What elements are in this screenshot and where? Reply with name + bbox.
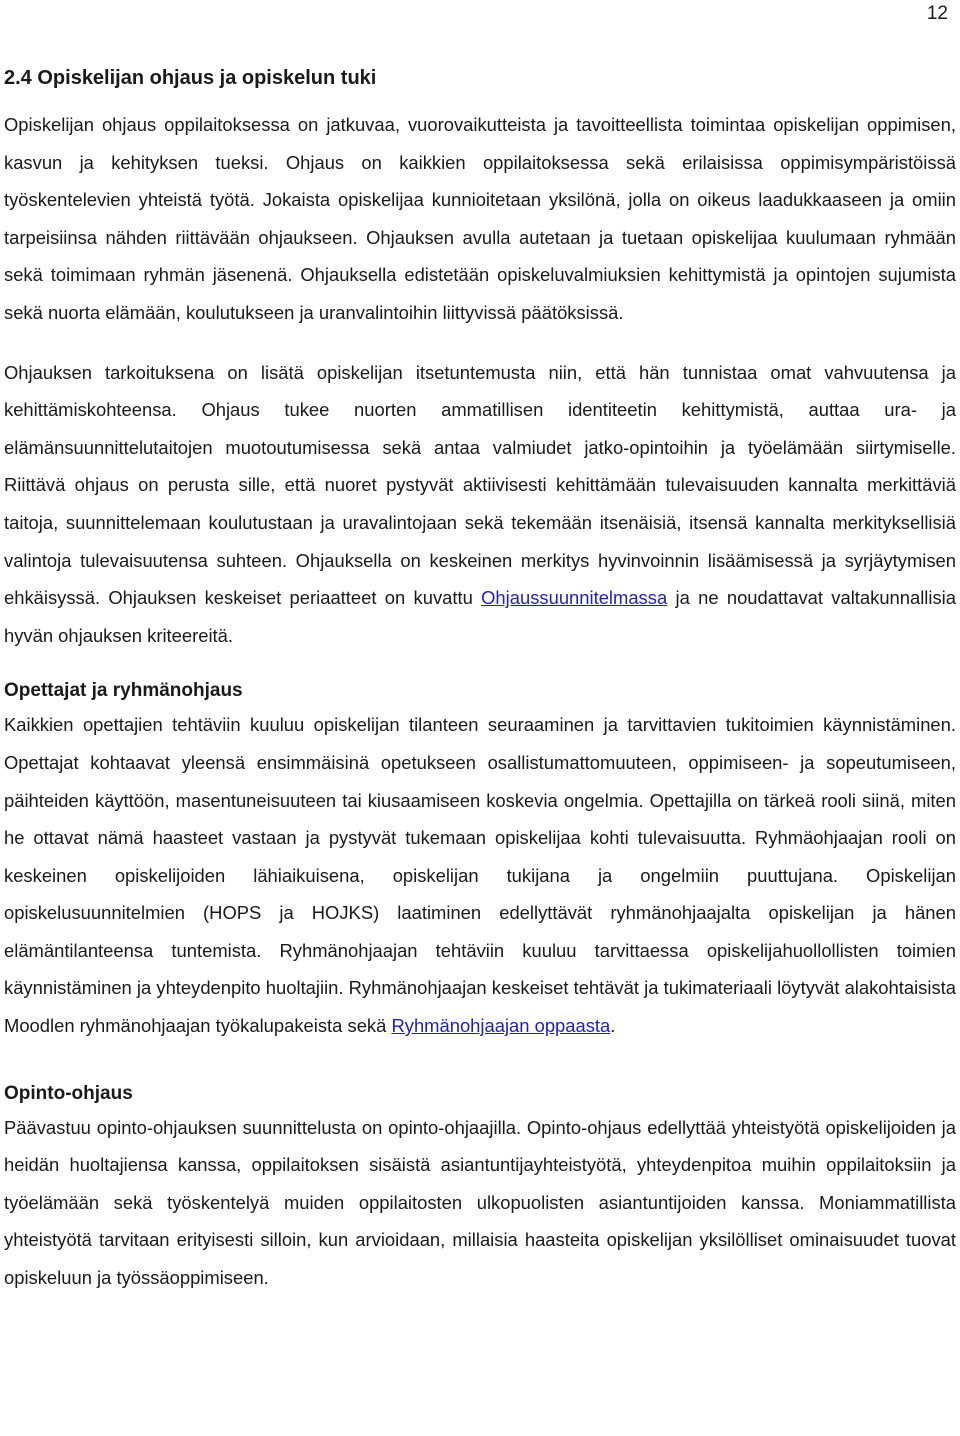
paragraph-teachers <box>4 706 956 1044</box>
paragraph-study-guidance: Päävastuu opinto-ohjauksen suunnittelusta on opinto-ohjaajilla. Opinto-ohjaus edellyttää yhteistyötä opiskelijoiden ja heidän huoltajiensa kanssa, oppilaitoksen sisäistä asiantuntijayhteistyötä, yhteydenpitoa muihin oppilaitoksiin ja työelämään sekä työskentelyä muiden oppilaitosten ulkopuolisten asiantuntijoiden kanssa. Moniammatillista yhteistyötä tarvitaan erityisesti silloin, kun arvioidaan, millaisia haasteita opiskelijan yksilölliset ominaisuudet tuovat opiskeluun ja työssäoppimiseen. <box>4 1116 956 1289</box>
ryhmanohjaajan-opas-link[interactable]: Ryhmänohjaajan oppaasta <box>391 1015 611 1037</box>
ohjaussuunnitelma-link[interactable]: Ohjaussuunnitelmassa <box>481 587 668 609</box>
page-number: 12 <box>926 3 948 24</box>
paragraph-text: Kaikkien opettajien tehtäviin kuuluu opiskelijan tilanteen seuraaminen ja tarvittavien tukitoimien käynnistäminen. Opettajat kohtaavat yleensä ensimmäisinä opetukseen osallistumattomuuteen, oppimiseen- ja sopeutumiseen, päihteiden käyttöön, masentuneisuuteen tai kiusaamiseen koskevia ongelmia. Opettajilla on tärkeä rooli siinä, miten he ottavat nämä haasteet vastaan ja pystyvät tukemaan opiskelijaa kohti tulevaisuutta. Ryhmäohjaajan rooli on keskeinen opiskelijoiden lähiaikuisena, opiskelijan tukijana ja ongelmiin puuttujana. Opiskelijan opiskelusuunnitelmien (HOPS ja HOJKS) laatiminen edellyttävät ryhmänohjaajalta opiskelijan ja hänen elämäntilanteensa tuntemista. Ryhmänohjaajan tehtäviin kuuluu tarvittaessa opiskelijahuollollisten toimien käynnistäminen ja yhteydenpito huoltajiin. Ryhmänohjaajan keskeiset tehtävät ja tukimateriaali löytyvät alakohtaisista Moodlen ryhmänohjaajan työkalupakeista sekä <box>4 714 956 1037</box>
paragraph-text: Ohjauksen tarkoituksena on lisätä opiskelijan itsetuntemusta niin, että hän tunnistaa omat vahvuutensa ja kehittämiskohteensa. Ohjaus tukee nuorten ammatillisen identiteetin kehittymistä, auttaa ura- ja elämänsuunnittelutaitojen muotoutumisessa sekä antaa valmiudet jatko-opintoihin ja työelämään siirtymiselle. Riittävä ohjaus on perusta sille, että nuoret pystyvät aktiivisesti kehittämään tulevaisuuden kannalta merkittäviä taitoja, suunnittelemaan koulutustaan ja uravalintojaan sekä tekemään itsenäisiä, itsensä kannalta merkityksellisiä valintoja tulevaisuutensa suhteen. Ohjauksella on keskeinen merkitys hyvinvoinnin lisäämisessä ja syrjäytymisen ehkäisyssä. Ohjauksen keskeiset periaatteet on kuvattu <box>4 361 956 609</box>
paragraph-text: . <box>610 1015 616 1037</box>
study-guidance-heading: Opinto-ohjaus <box>4 1082 133 1104</box>
section-title: 2.4 Opiskelijan ohjaus ja opiskelun tuki <box>4 67 377 89</box>
document-body <box>4 64 956 1297</box>
paragraph-guidance-intro: Opiskelijan ohjaus oppilaitoksessa on jatkuvaa, vuorovaikutteista ja tavoitteellista toimintaa opiskelijan oppimisen, kasvun ja kehityksen tueksi. Ohjaus on kaikkien oppilaitoksessa sekä erilaisissa oppimisympäristöissä työskentelevien yhteistä työtä. Jokaista opiskelijaa kunnioitetaan yksilönä, jolla on oikeus laadukkaaseen ja omiin tarpeisiinsa nähden riittävään ohjaukseen. Ohjauksen avulla autetaan ja tuetaan opiskelijaa kuulumaan ryhmään sekä toimimaan ryhmän jäsenenä. Ohjauksella edistetään opiskeluvalmiuksien kehittymistä ja opintojen sujumista sekä nuorta elämään, koulutukseen ja uranvalintoihin liittyvissä päätöksissä. <box>4 114 956 323</box>
paragraph-text: ja ne noudattavat valtakunnallisia hyvän ohjauksen kriteereitä. <box>4 587 956 646</box>
paragraph-guidance-purpose <box>4 354 956 655</box>
teachers-heading: Opettajat ja ryhmänohjaus <box>4 680 243 702</box>
